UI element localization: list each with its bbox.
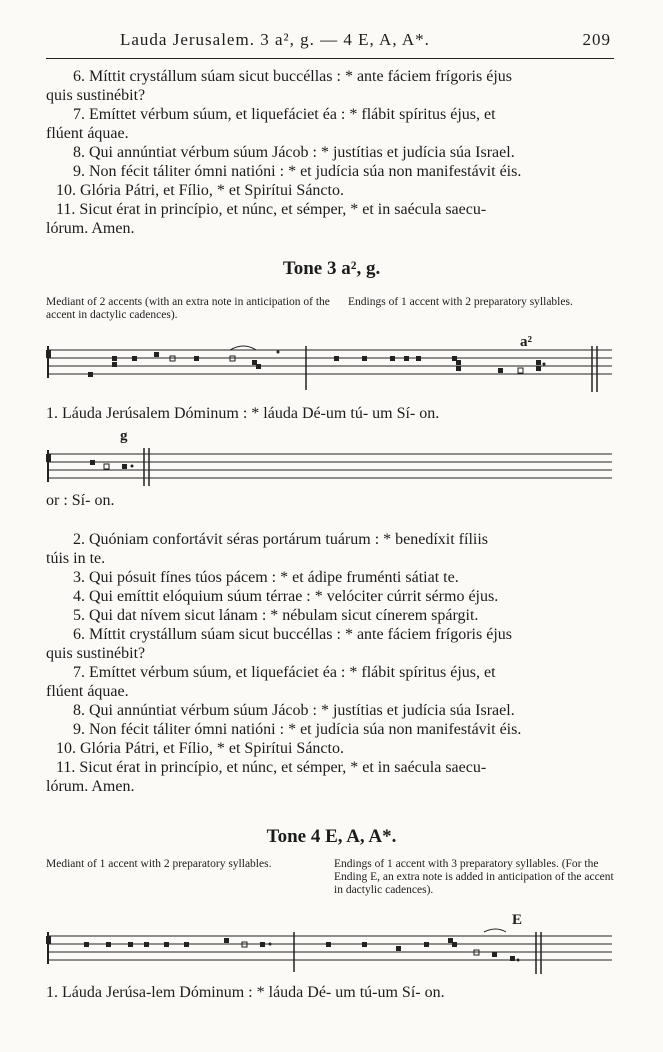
verse-number: 8. xyxy=(73,702,85,719)
verse-line-2: túis in te. xyxy=(46,550,106,567)
tone4-underlay-1: 1. Láuda Jerúsa-lem Dóminum : * láuda Dé- um tú-um Sí- on. xyxy=(46,984,445,1001)
tone3-title: Tone 3 a², g. xyxy=(282,258,381,279)
verse-number: 9. xyxy=(73,721,85,738)
verse-tone3_verses-6 xyxy=(46,701,614,720)
c-clef-icon-2 xyxy=(46,454,51,462)
verse-line-1: Míttit crystállum súam sicut buccéllas : * ante fáciem frígoris éjus xyxy=(89,68,512,85)
verse-line-1: Qui annúntiat vérbum súum Jácob : * justítias et judícia súa Israel. xyxy=(89,702,515,719)
verse-line-1: Non fécit táliter ómni natióni : * et judícia súa non manifestávit éis. xyxy=(89,163,522,180)
verse-tone3_verses-4 xyxy=(46,625,614,663)
verse-tone3_verses-2 xyxy=(46,587,614,606)
page-header xyxy=(0,30,663,56)
tone4-title: Tone 4 E, A, A*. xyxy=(266,826,397,847)
tone3-underlay-2: or : Sí- on. xyxy=(46,492,115,509)
verse-top_verses-0 xyxy=(46,67,614,105)
verse-tone3_verses-3 xyxy=(46,606,614,625)
tone4-staff xyxy=(44,926,618,978)
verse-top_verses-1 xyxy=(46,105,614,143)
verse-number: 7. xyxy=(73,106,85,123)
verse-line-1: Non fécit táliter ómni natióni : * et judícia súa non manifestávit éis. xyxy=(89,721,522,738)
verse-number: 7. xyxy=(73,664,85,681)
tone4-mediant-note: Mediant of 1 accent with 2 preparatory syllables. xyxy=(46,858,272,870)
verse-number: 2. xyxy=(73,531,85,548)
verse-line-1: Emíttet vérbum súum, et liquefáciet éa : * flábit spíritus éjus, et xyxy=(89,106,496,123)
verse-number: 3. xyxy=(73,569,85,586)
verse-tone3_verses-0 xyxy=(46,530,614,568)
verse-tone3_verses-1 xyxy=(46,568,614,587)
verse-number: 6. xyxy=(73,68,85,85)
verse-tone3_verses-5 xyxy=(46,663,614,701)
verse-line-2: quis sustinébit? xyxy=(46,645,146,662)
verse-line-1: Glória Pátri, et Fílio, * et Spirítui Sáncto. xyxy=(80,740,344,757)
tone3-underlay-1: 1. Láuda Jerúsalem Dóminum : * láuda Dé-um tú- um Sí- on. xyxy=(46,405,440,422)
verse-line-1: Emíttet vérbum súum, et liquefáciet éa : * flábit spíritus éjus, et xyxy=(89,664,496,681)
verse-line-1: Sicut érat in princípio, et núnc, et sémper, * et in saécula saecu- xyxy=(79,759,487,776)
verse-number: 5. xyxy=(73,607,85,624)
verse-number: 11. xyxy=(56,759,76,776)
verse-line-2: lórum. Amen. xyxy=(46,220,135,237)
verse-top_verses-2 xyxy=(46,143,614,162)
tone3-mediant-note: Mediant of 2 accents (with an extra note in anticipation of the accent in dactylic cadences). xyxy=(46,296,330,321)
verse-line-2: flúent áquae. xyxy=(46,683,129,700)
verse-top_verses-5 xyxy=(46,200,614,238)
verse-number: 10. xyxy=(56,182,76,199)
tone4-endings-note: Endings of 1 accent with 3 preparatory syllables. (For the Ending E, an extra note is added in anticipation of the accent in dactylic cadences). xyxy=(334,858,614,896)
c-clef-icon-3 xyxy=(46,936,51,944)
header-rule xyxy=(46,58,614,59)
tone3-endings-note: Endings of 1 accent with 2 preparatory syllables. xyxy=(348,296,573,308)
verse-tone3_verses-7 xyxy=(46,720,614,739)
verse-top_verses-4 xyxy=(46,181,614,200)
verse-number: 9. xyxy=(73,163,85,180)
verse-line-2: quis sustinébit? xyxy=(46,87,146,104)
verse-number: 4. xyxy=(73,588,85,605)
verse-tone3_verses-9 xyxy=(46,758,614,796)
verse-line-1: Sicut érat in princípio, et núnc, et sémper, * et in saécula saecu- xyxy=(79,201,487,218)
verse-line-2: lórum. Amen. xyxy=(46,778,135,795)
verse-number: 8. xyxy=(73,144,85,161)
verse-line-1: Qui emíttit elóquium súum térrae : * velóciter cúrrit sérmo éjus. xyxy=(89,588,499,605)
verse-line-1: Míttit crystállum súam sicut buccéllas : * ante fáciem frígoris éjus xyxy=(89,626,512,643)
page-number: 209 xyxy=(582,30,611,49)
verse-number: 10. xyxy=(56,740,76,757)
tone4-ending-e-label: E xyxy=(512,912,523,928)
verse-tone3_verses-8 xyxy=(46,739,614,758)
c-clef-icon xyxy=(46,350,51,358)
verse-line-1: Quóniam confortávit séras portárum tuárum : * benedíxit fíliis xyxy=(89,531,489,548)
tone3-ending-a2-label: a² xyxy=(520,334,532,350)
verse-top_verses-3 xyxy=(46,162,614,181)
verse-number: 11. xyxy=(56,201,76,218)
tone3-staff-2 xyxy=(44,444,618,490)
verse-line-2: flúent áquae. xyxy=(46,125,129,142)
tone3-ending-g-label: g xyxy=(120,428,128,444)
verse-line-1: Qui pósuit fínes túos pácem : * et ádipe fruménti sátiat te. xyxy=(89,569,459,586)
verse-line-1: Qui dat nívem sicut lánam : * nébulam sicut cínerem spárgit. xyxy=(89,607,479,624)
verse-line-1: Glória Pátri, et Fílio, * et Spirítui Sáncto. xyxy=(80,182,344,199)
verse-number: 6. xyxy=(73,626,85,643)
verse-line-1: Qui annúntiat vérbum súum Jácob : * justítias et judícia súa Israel. xyxy=(89,144,515,161)
running-title: Lauda Jerusalem. 3 a², g. — 4 E, A, A*. xyxy=(120,30,430,49)
